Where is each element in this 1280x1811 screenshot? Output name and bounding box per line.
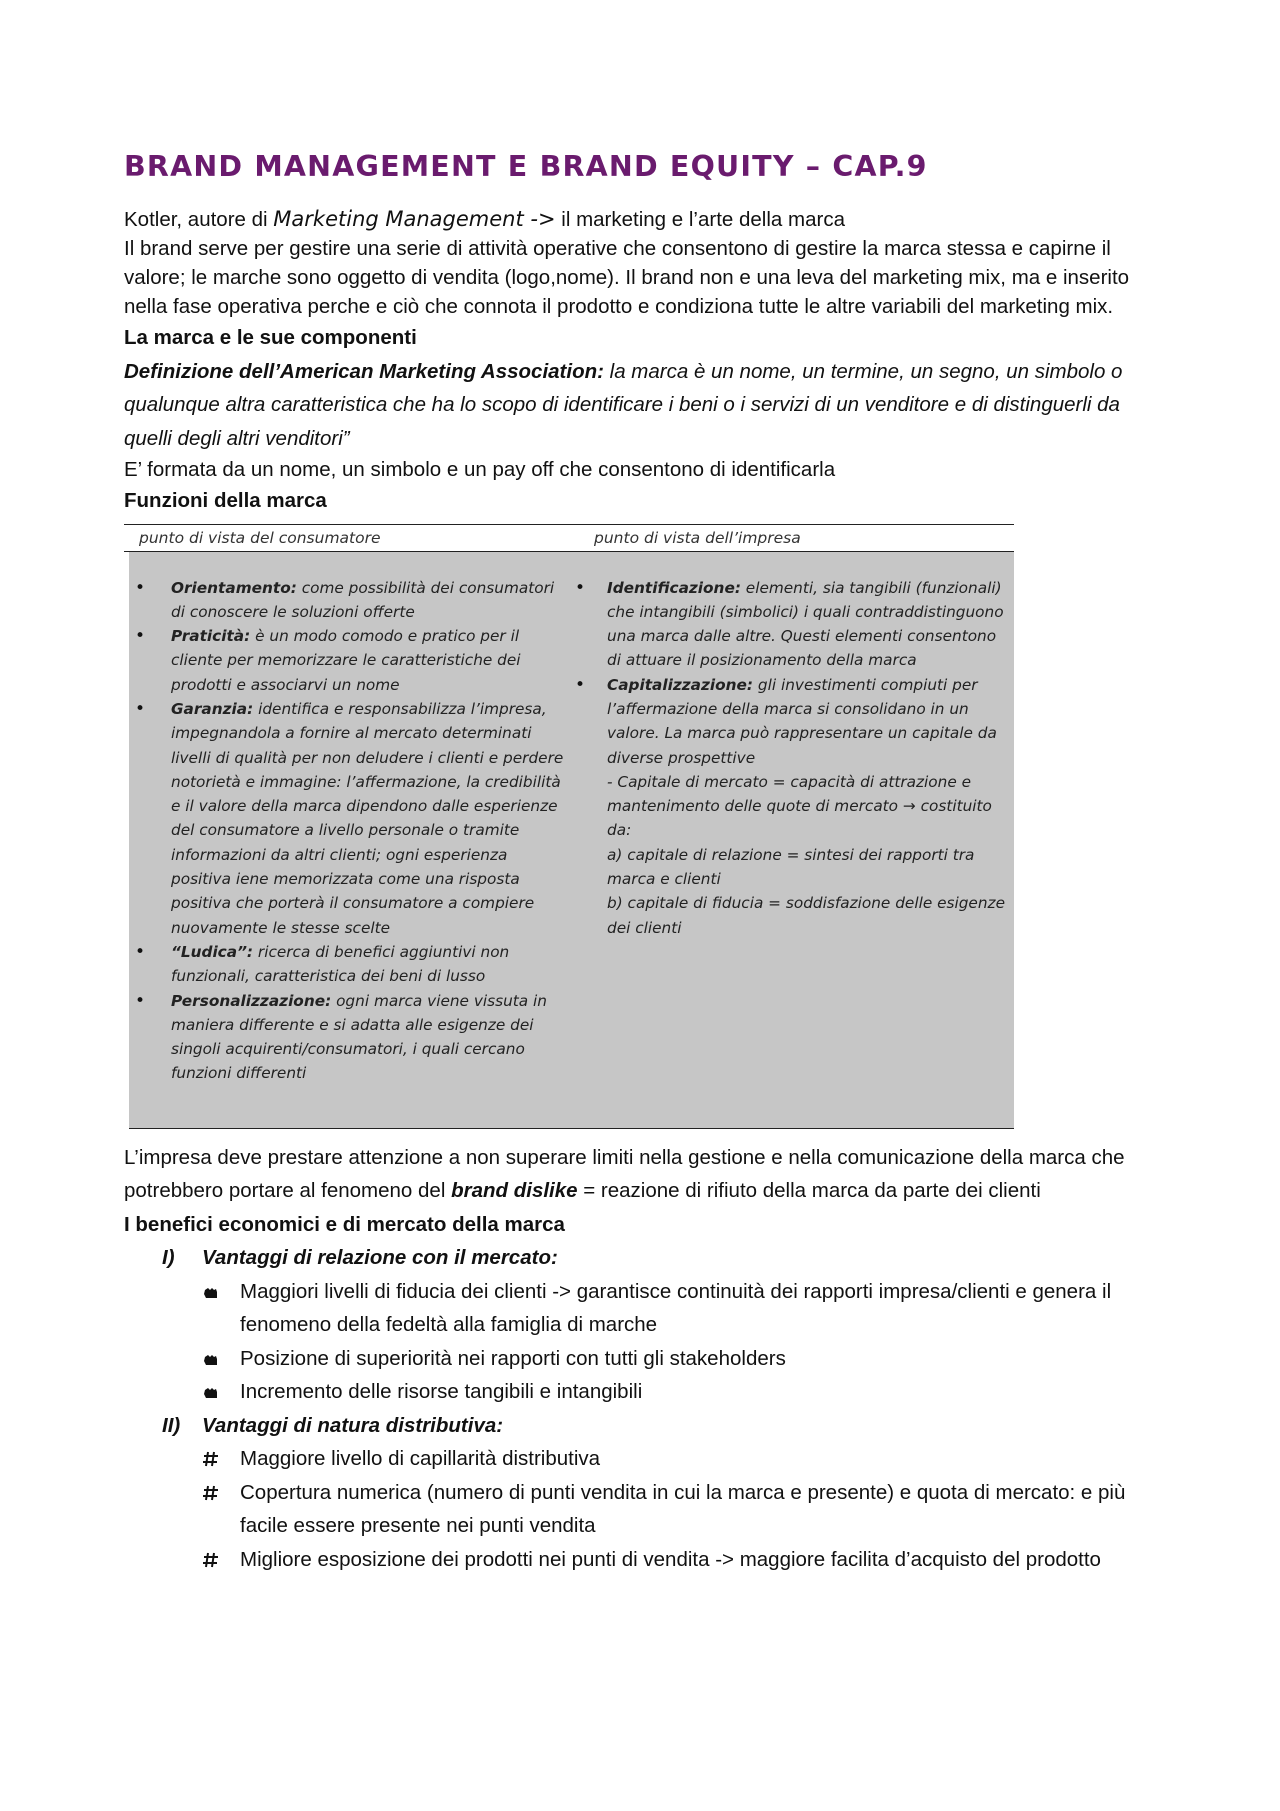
intro-text: Kotler, autore di [124, 208, 274, 231]
benefits-list [124, 1241, 1164, 1576]
group-title: Vantaggi di relazione con il mercato: [202, 1246, 558, 1269]
hash-bullet-icon [202, 1484, 220, 1502]
consumer-column [129, 552, 569, 1128]
definition-paragraph [124, 355, 1164, 456]
section-heading-benefits: I benefici economici e di mercato della marca [124, 1212, 565, 1236]
group-title: Vantaggi di natura distributiva: [202, 1413, 504, 1437]
formed-by-text: E’ formata da un nome, un simbolo e un pay off che consentono di identificarla [124, 458, 836, 481]
intro-line [124, 205, 1164, 234]
list-item: • “Ludica”: ricerca di benefici aggiuntivi non funzionali, caratteristica dei beni di lusso [129, 940, 569, 989]
list-item: Copertura numerica (numero di punti vendita in cui la marca e presente) e quota di mercato: e più facile essere presente nei punti vendita [202, 1476, 1164, 1543]
market-capital-text: - Capitale di mercato = capacità di attrazione e mantenimento delle quote di mercato → costituito da: [607, 772, 992, 840]
company-column [569, 552, 1014, 1128]
hand-bullet-icon [202, 1350, 220, 1368]
hand-bullet-icon [202, 1283, 220, 1301]
definition-label: Definizione dell’American Marketing Association: [124, 359, 604, 383]
definition-text: la marca è un nome, un termine, un segno, un simbolo o qualunque altra caratteristica che ha lo scopo di identificare i beni o i servizi di un venditore e di distinguerli da quelli degli altri venditori” [124, 359, 1123, 450]
section-heading-functions: Funzioni della marca [124, 489, 327, 512]
functions-table [124, 524, 1014, 1129]
list-item: • Identificazione: elementi, sia tangibili (funzionali) che intangibili (simbolici) i quali contraddistinguono una marca dalle altre. Questi elementi consentono di attuare il posizionamento della marca [569, 576, 1014, 673]
list-item: Incremento delle risorse tangibili e intangibili [202, 1375, 1164, 1409]
list-item: Migliore esposizione dei prodotti nei punti di vendita -> maggiore facilita d’acquisto del prodotto [202, 1543, 1164, 1577]
header-company: punto di vista dell’impresa [594, 528, 801, 547]
benefit-group [124, 1409, 1164, 1577]
list-item: Maggiore livello di capillarità distributiva [202, 1442, 1164, 1476]
brand-dislike-term: brand dislike [451, 1179, 578, 1202]
benefit-group [124, 1241, 1164, 1409]
section-heading-components: La marca e le sue componenti [124, 326, 417, 349]
list-item: • Garanzia: identifica e responsabilizza l’impresa, impegnandola a fornire al mercato determinati livelli di qualità per non deludere i clienti e perdere notorietà e immagine: l’affermazione, la credibilità e il valore della marca dipendono dalle esperienze del consumatore a livello personale o tramite informazioni da altri clienti; ogni esperienza positiva iene memorizzata come una risposta positiva che porterà il consumatore a compiere nuovamente le stesse scelte [129, 697, 569, 940]
intro-text-end: il marketing e l’arte della marca [555, 208, 845, 231]
table-body [129, 552, 1014, 1129]
roman-numeral: I) [162, 1246, 175, 1269]
document-page [124, 150, 1164, 1576]
list-item: Maggiori livelli di fiducia dei clienti -> garantisce continuità dei rapporti impresa/clienti e genera il fenomeno della fedeltà alla famiglia di marche [202, 1275, 1164, 1342]
list-item: • Capitalizzazione: gli investimenti compiuti per l’affermazione della marca si consolidano in un valore. La marca può rappresentare un capitale da diverse prospettive [569, 673, 1014, 770]
roman-numeral: II) [162, 1413, 181, 1437]
hash-bullet-icon [202, 1551, 220, 1569]
list-item: • Orientamento: come possibilità dei consumatori di conoscere le soluzioni offerte [129, 576, 569, 625]
paragraph-text-end: = reazione di rifiuto della marca da parte dei clienti [577, 1179, 1041, 1202]
brand-dislike-paragraph [124, 1141, 1164, 1208]
list-item: Posizione di superiorità nei rapporti con tutti gli stakeholders [202, 1342, 1164, 1376]
table-header [124, 524, 1014, 552]
document-title: BRAND MANAGEMENT E BRAND EQUITY – CAP.9 [124, 150, 928, 183]
header-consumer: punto di vista del consumatore [139, 528, 381, 547]
intro-paragraph: Il brand serve per gestire una serie di attività operative che consentono di gestire la marca stessa e capirne il valore; le marche sono oggetto di vendita (logo,nome). Il brand non e una leva del marketing mix, ma e inserito nella fase operativa perche e ciò che connota il prodotto e condiziona tutte le altre variabili del marketing mix. [124, 237, 1130, 318]
list-item: • Praticità: è un modo comodo e pratico per il cliente per memorizzare le caratteristiche dei prodotti e associarvi un nome [129, 624, 569, 697]
hash-bullet-icon [202, 1450, 220, 1468]
book-title: Marketing Management -> [273, 207, 556, 231]
trust-capital-text: b) capitale di fiducia = soddisfazione delle esigenze dei clienti [607, 894, 1005, 937]
hand-bullet-icon [202, 1383, 220, 1401]
paragraph-text: L’impresa deve prestare attenzione a non superare limiti nella gestione e nella comunicazione della marca che potrebbero portare al fenomeno del [124, 1145, 1125, 1202]
list-item: • Personalizzazione: ogni marca viene vissuta in maniera differente e si adatta alle esigenze dei singoli acquirenti/consumatori, i quali cercano funzioni differenti [129, 989, 569, 1086]
relation-capital-text: a) capitale di relazione = sintesi dei rapporti tra marca e clienti [607, 845, 975, 889]
